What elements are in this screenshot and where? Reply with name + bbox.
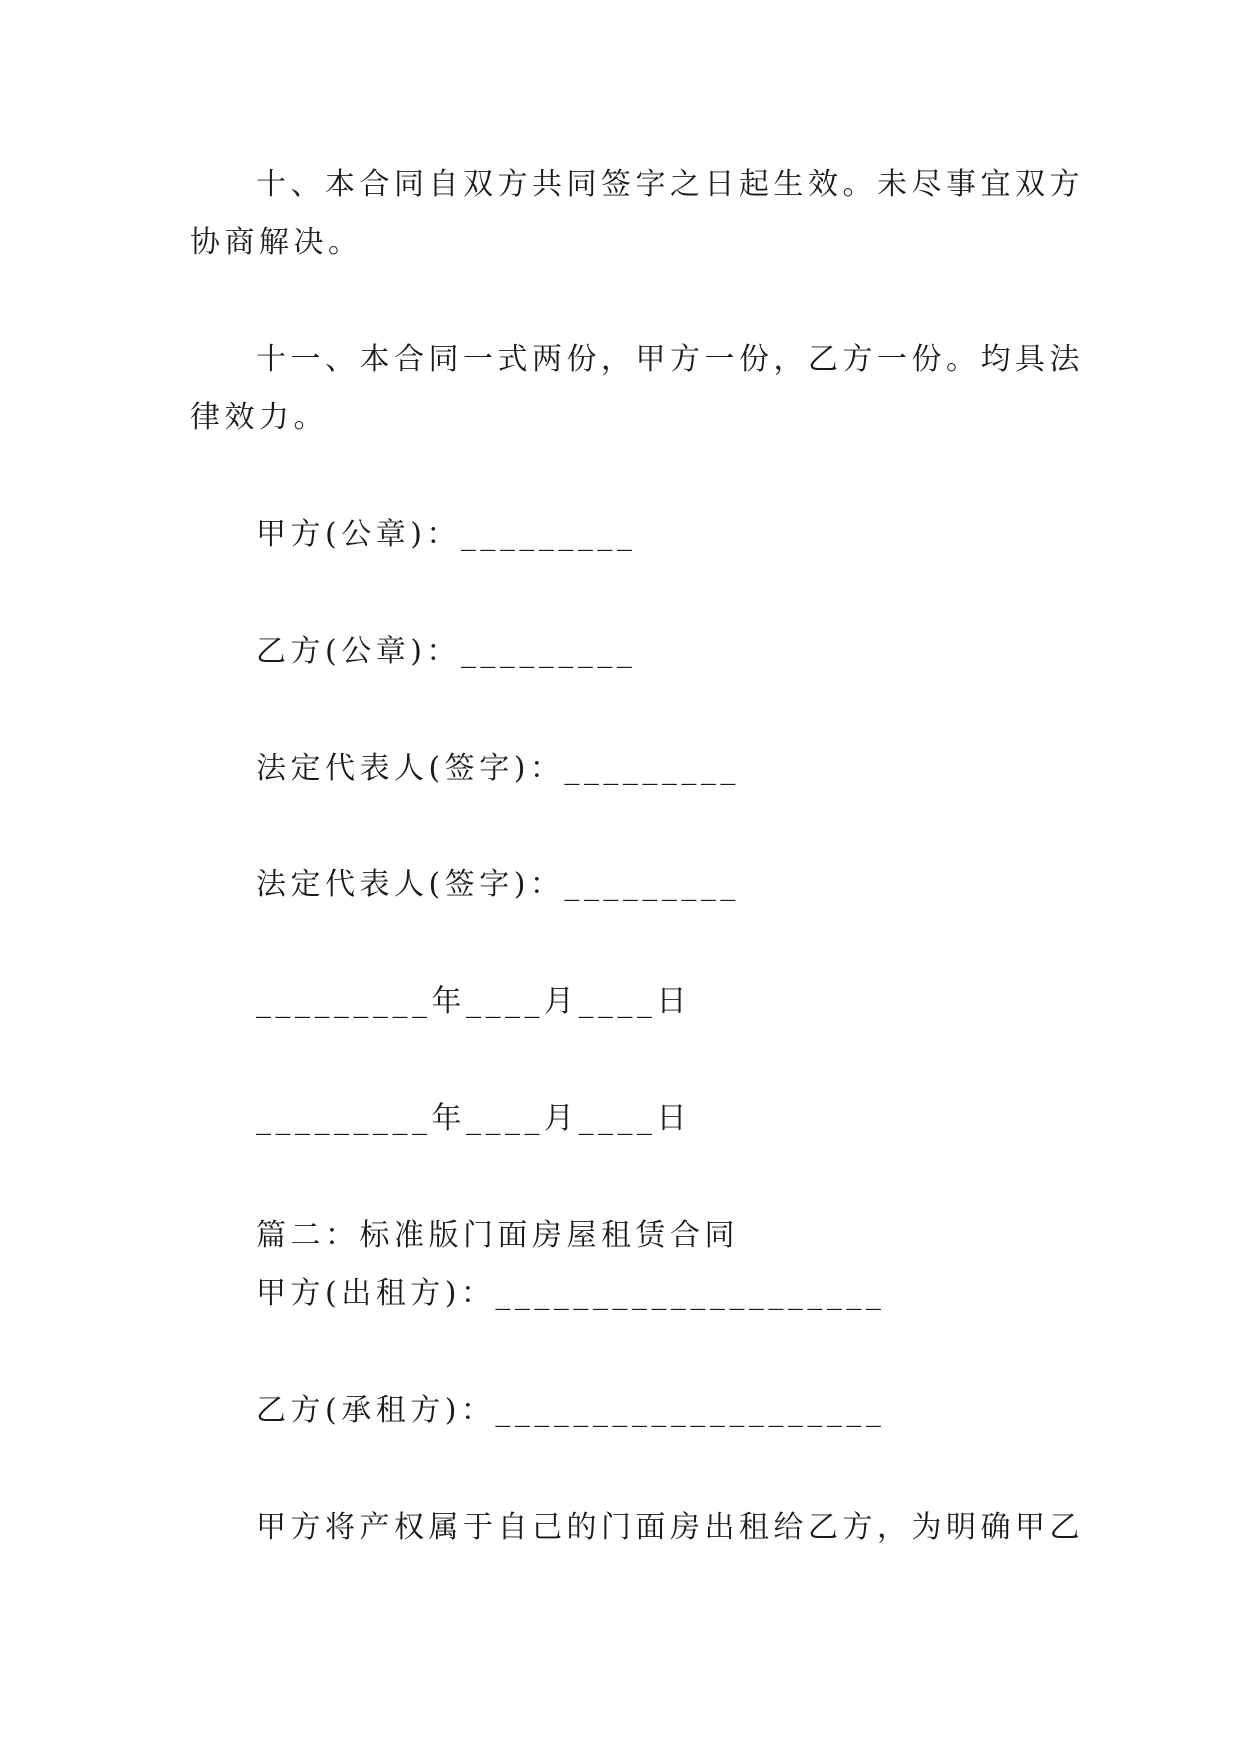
section-title: 篇二：标准版门面房屋租赁合同: [256, 1218, 739, 1253]
clause-10-line-1: 十、本合同自双方共同签字之日起生效。未尽事宜双方: [256, 167, 1084, 202]
legal-rep-signature-line-b: 法定代表人(签字)：_________: [256, 867, 740, 902]
party-b-seal-line: 乙方(公章)：_________: [256, 634, 637, 669]
clause-11-line-2: 律效力。: [190, 400, 328, 435]
date-line-a: _________年____月____日: [256, 984, 691, 1019]
intro-paragraph-line-1: 甲方将产权属于自己的门面房出租给乙方，为明确甲乙: [256, 1510, 1084, 1545]
lessor-line: 甲方(出租方)：____________________: [256, 1276, 886, 1311]
clause-11-line-1: 十一、本合同一式两份，甲方一份，乙方一份。均具法: [256, 342, 1084, 377]
lessee-line: 乙方(承租方)：____________________: [256, 1393, 886, 1428]
clause-10-line-2: 协商解决。: [190, 225, 363, 260]
legal-rep-signature-line-a: 法定代表人(签字)：_________: [256, 751, 740, 786]
date-line-b: _________年____月____日: [256, 1101, 691, 1136]
party-a-seal-line: 甲方(公章)：_________: [256, 517, 637, 552]
